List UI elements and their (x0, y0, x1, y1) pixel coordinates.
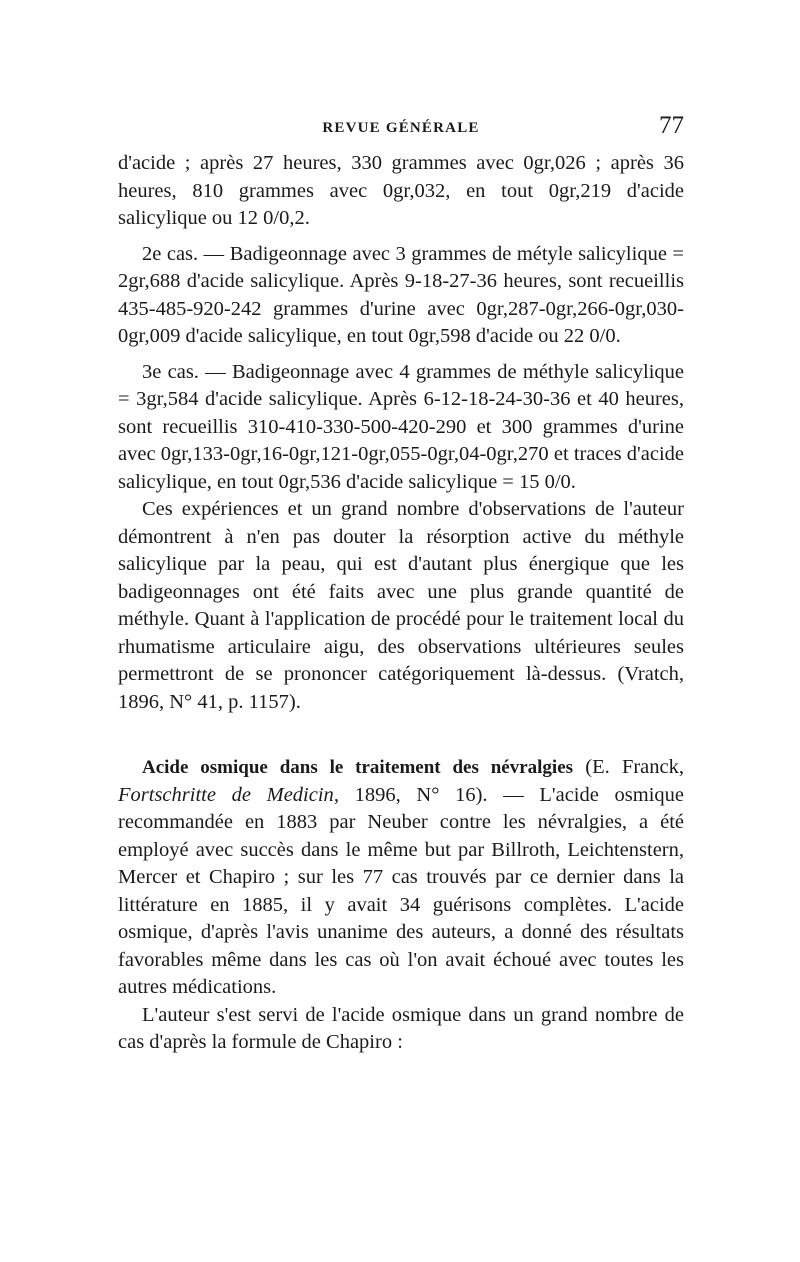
section-source: Fortschritte de Medicin (118, 783, 334, 806)
paragraph-1: d'acide ; après 27 heures, 330 grammes avec 0gr,026 ; après 36 heures, 810 grammes avec 0gr,032, en tout 0gr,219 d'acide salicylique ou 12 0/0,2. (118, 152, 684, 229)
running-title: REVUE GÉNÉRALE (322, 120, 480, 136)
section-title: Acide osmique dans le traitement des névralgies (142, 757, 574, 778)
paragraph-conclusion: Ces expériences et un grand nombre d'observations de l'auteur démontrent à n'en pas douter la résorption active du méthyle salicylique par la peau, qui est d'autant plus énergique que les badigeonnages ont été faits avec une plus grande quantité de méthyle. Quant à l'application de procédé pour le traitement local du rhumatisme articulaire aigu, des observations ultérieures seules permettront de se prononcer catégoriquement là-dessus. (Vratch, 1896, N° 41, p. 1157). (118, 498, 684, 713)
closing-paragraph: L'auteur s'est servi de l'acide osmique dans un grand nombre de cas d'après la formule de Chapiro : (118, 1003, 684, 1053)
page (118, 110, 684, 1057)
section-paragraph (118, 754, 684, 1002)
page-number: 77 (659, 112, 684, 139)
section-intro-body: , 1896, N° 16). — L'acide osmique recommandée en 1883 par Neuber contre les névralgies, a été employé avec succès dans le même but par Billroth, Leichtenstern, Mercer et Chapiro ; sur les 77 cas trouvés par ce dernier dans la littérature en 1885, il y avait 34 guérisons complètes. L'acide osmique, d'après l'avis unanime des auteurs, a donné des résultats favorables même dans les cas où l'on avait échoué avec toutes les autres médications. (118, 783, 684, 998)
paragraph-case-3: 3e cas. — Badigeonnage avec 4 grammes de méthyle salicylique = 3gr,584 d'acide salicylique. Après 6-12-18-24-30-36 et 40 heures, sont recueillis 310-410-330-500-420-290 et 300 grammes d'urine avec 0gr,133-0gr,16-0gr,121-0gr,055-0gr,04-0gr,270 et traces d'acide salicylique, en tout 0gr,536 d'acide salicylique = 15 0/0. (118, 360, 684, 493)
section-intro-prefix: (E. Franck, (573, 756, 684, 778)
paragraph-case-2: 2e cas. — Badigeonnage avec 3 grammes de métyle salicylique = 2gr,688 d'acide salicylique. Après 9-18-27-36 heures, sont recueillis 435-485-920-242 grammes d'urine avec 0gr,287-0gr,266-0gr,030-0gr,009 d'acide salicylique, en tout 0gr,598 d'acide ou 22 0/0. (118, 242, 684, 347)
running-head (118, 110, 684, 146)
